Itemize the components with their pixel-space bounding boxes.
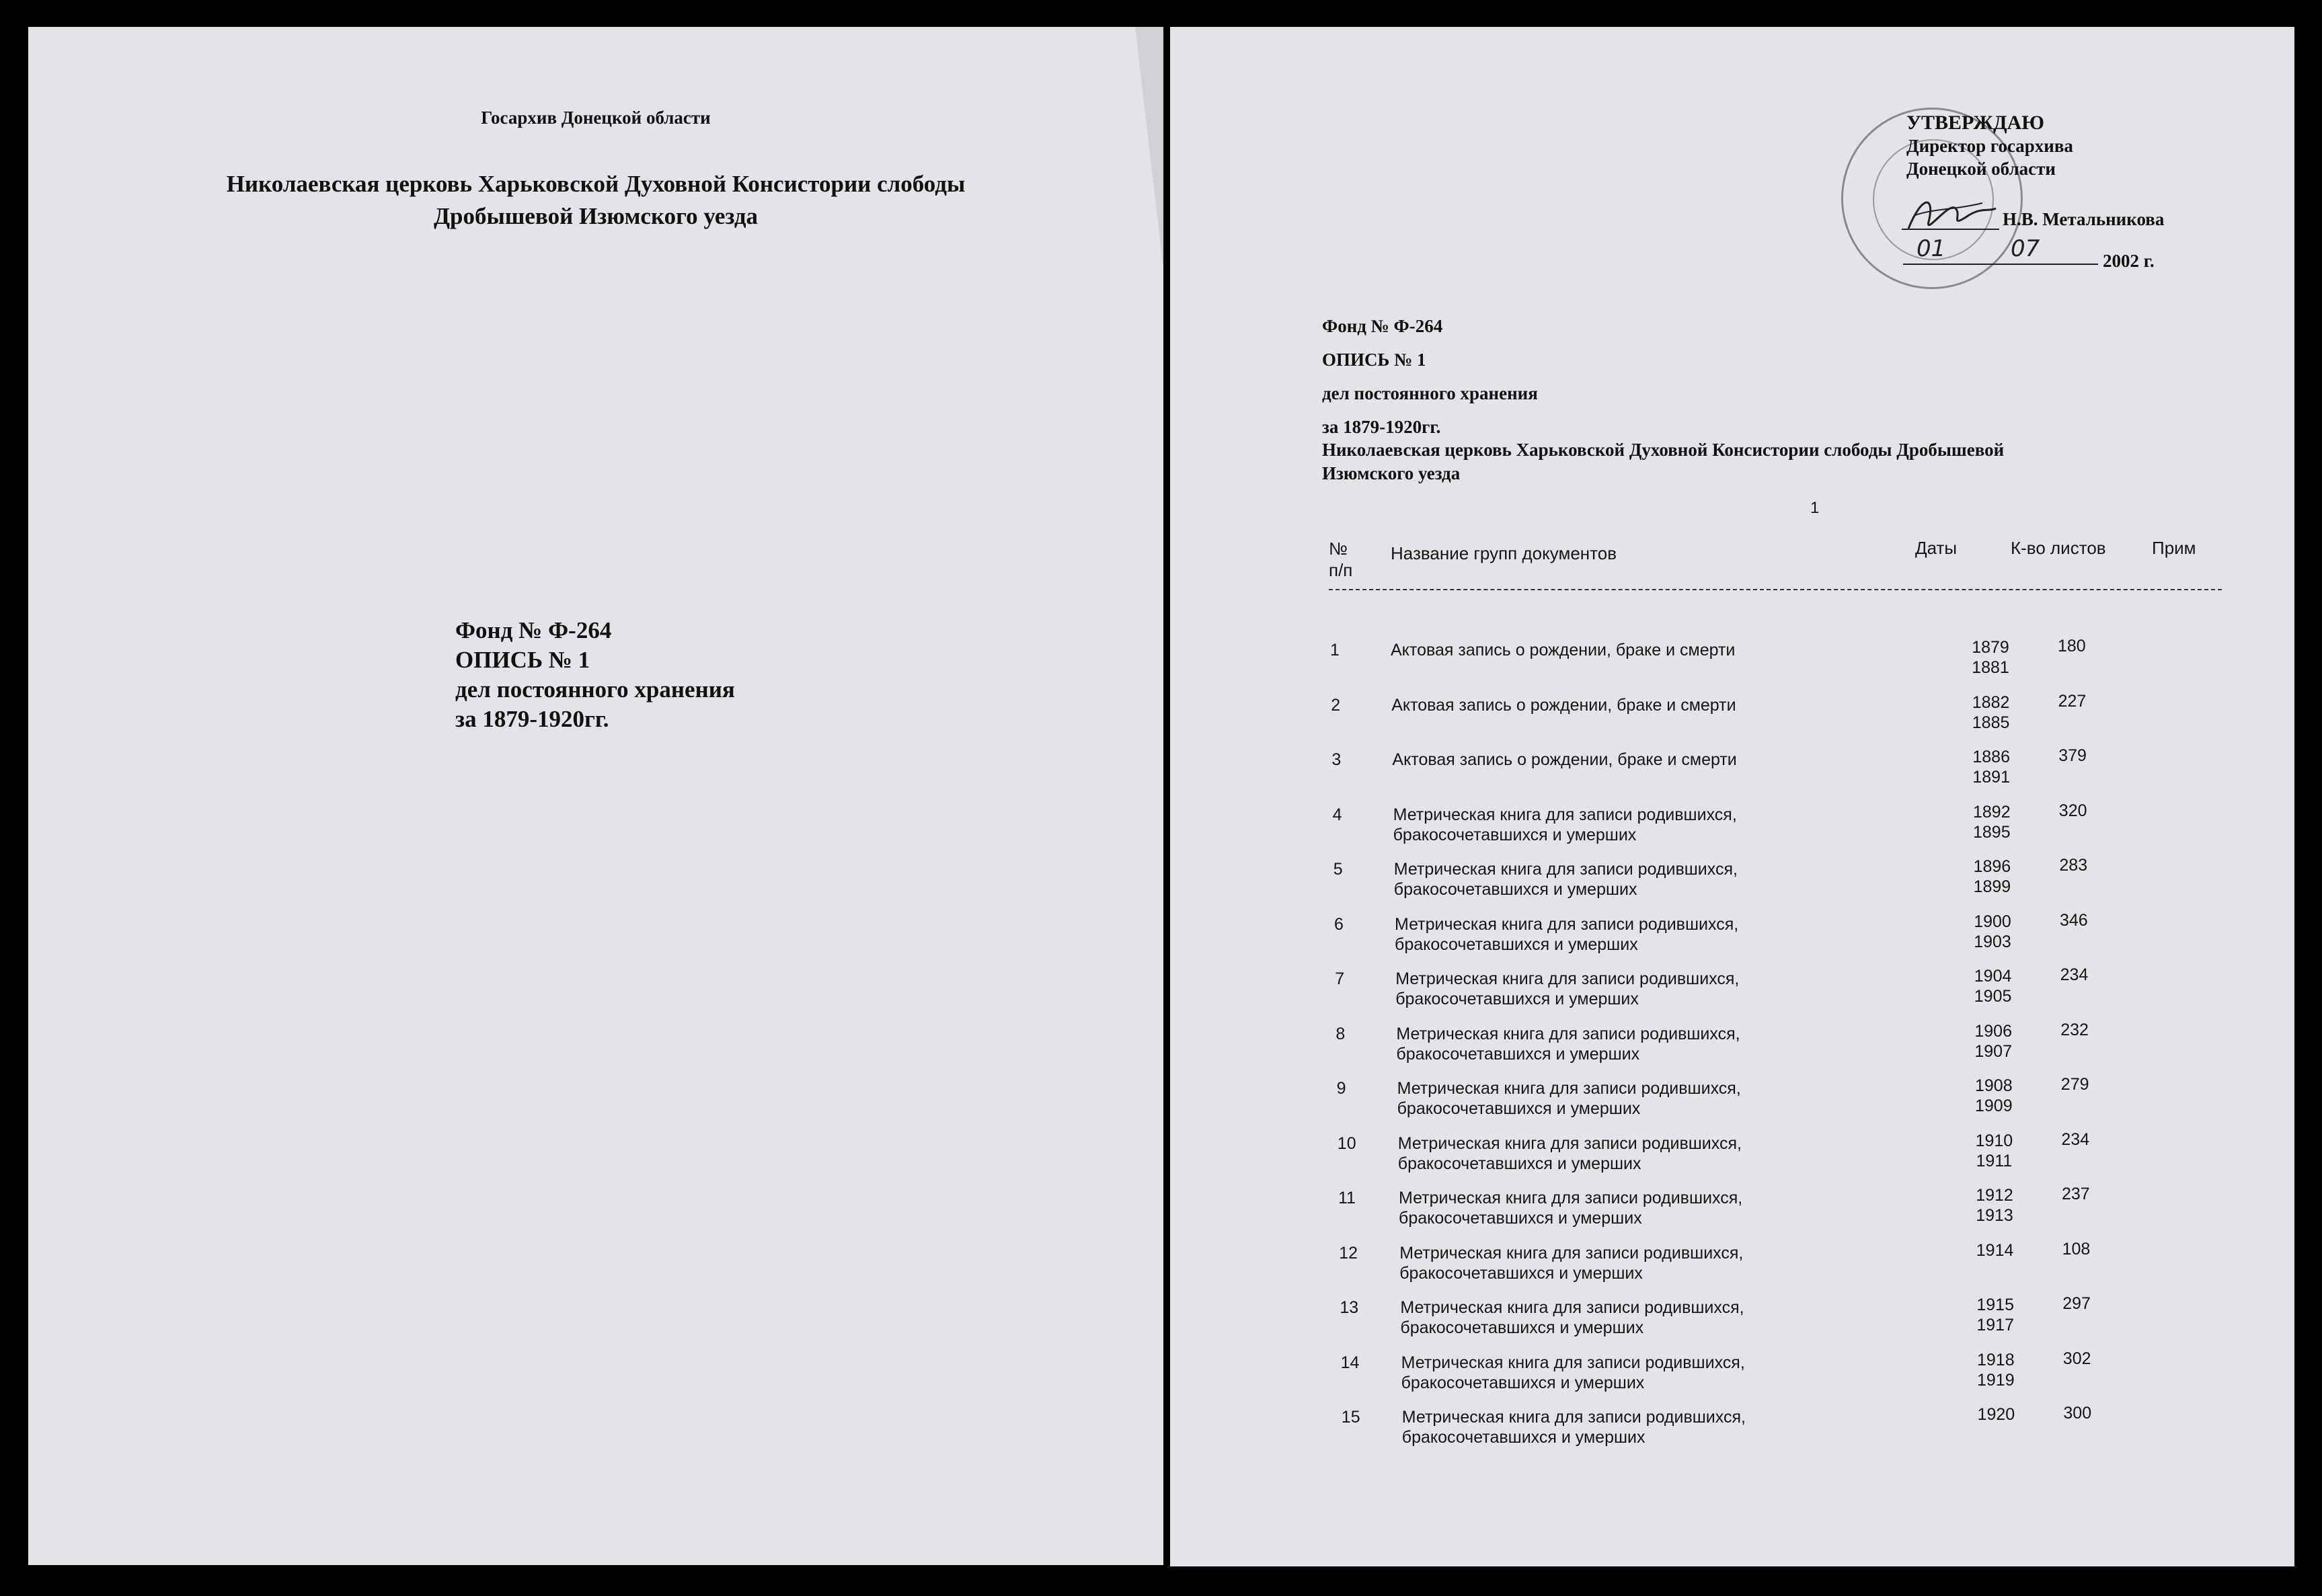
archive-name: Госархив Донецкой области [481, 108, 711, 128]
row-number: 9 [1336, 1079, 1346, 1098]
row-title-line1: Метрическая книга для записи родившихся, [1397, 1134, 1742, 1153]
row-title-line1: Метрическая книга для записи родившихся, [1397, 1079, 1741, 1098]
row-title-line1: Актовая запись о рождении, браке и смерти [1391, 641, 1736, 660]
period: за 1879-1920гг. [455, 706, 609, 732]
signature-line [1902, 229, 1999, 230]
row-title-line1: Метрическая книга для записи родившихся, [1395, 915, 1739, 934]
row-sheet-count: 283 [2059, 856, 2088, 875]
row-date-start: 1904 [1974, 967, 2012, 986]
row-number: 5 [1333, 860, 1343, 879]
row-date-start: 1882 [1972, 693, 2010, 712]
row-number: 4 [1332, 805, 1342, 824]
approver-position-line2: Донецкой области [1906, 159, 2056, 179]
row-title-line1: Метрическая книга для записи родившихся, [1399, 1189, 1743, 1207]
row-title-line1: Актовая запись о рождении, браке и смерти [1391, 696, 1736, 715]
row-date-end: 1899 [1973, 877, 2011, 896]
page-fold-shadow [1135, 27, 1163, 269]
row-date-start: 1892 [1972, 803, 2011, 822]
row-date-end: 1881 [1972, 658, 2009, 677]
row-number: 15 [1341, 1408, 1360, 1427]
right-fund-block [1322, 309, 1538, 444]
row-sheet-count: 237 [2062, 1185, 2090, 1203]
approval-block [1906, 112, 2073, 180]
row-number: 7 [1335, 969, 1345, 988]
header-dates: Даты [1915, 538, 1958, 558]
row-sheet-count: 302 [2062, 1349, 2091, 1368]
row-number: 12 [1339, 1244, 1358, 1263]
row-date-end: 1891 [1972, 768, 2010, 787]
row-number: 13 [1340, 1298, 1359, 1317]
header-num-line1: № [1329, 538, 1348, 559]
row-title-line2: бракосочетавшихся и умерших [1401, 1373, 1645, 1392]
right-institution-line1: Николаевская церковь Харьковской Духовной Консистории слободы Дробышевой [1322, 440, 2005, 460]
row-title-line1: Метрическая книга для записи родившихся, [1401, 1408, 1746, 1427]
header-divider [1329, 589, 2222, 590]
row-number: 8 [1336, 1025, 1346, 1043]
row-sheet-count: 234 [2060, 965, 2089, 984]
row-title-line2: бракосочетавшихся и умерших [1397, 1099, 1641, 1118]
row-title-line2: бракосочетавшихся и умерших [1397, 1154, 1641, 1173]
row-sheet-count: 108 [2062, 1240, 2091, 1259]
row-sheet-count: 234 [2061, 1130, 2090, 1149]
row-date-start: 1900 [1974, 912, 2011, 931]
handwritten-signature [1902, 188, 2003, 242]
row-number: 10 [1337, 1134, 1356, 1153]
row-date-start: 1908 [1974, 1076, 2013, 1095]
row-sheet-count: 227 [2058, 692, 2087, 711]
row-title-line2: бракосочетавшихся и умерших [1393, 826, 1637, 844]
row-title-line1: Метрическая книга для записи родившихся, [1393, 860, 1738, 879]
approval-day: 01 [1917, 235, 1946, 262]
institution-title-line2: Дробышевой Изюмского уезда [433, 203, 759, 229]
row-date-end: 1913 [1976, 1206, 2013, 1225]
fund-number: Фонд № Ф-264 [455, 617, 612, 643]
approver-position-line1: Директор госархива [1906, 136, 2073, 156]
right-institution-title [1322, 438, 2169, 485]
row-date-start: 1879 [1972, 638, 2009, 657]
row-sheet-count: 297 [2062, 1294, 2091, 1313]
left-page [28, 27, 1163, 1565]
row-date-start: 1920 [1977, 1405, 2015, 1424]
row-date-start: 1915 [1976, 1295, 2014, 1314]
row-title-line2: бракосочетавшихся и умерших [1399, 1264, 1643, 1283]
row-date-end: 1903 [1974, 932, 2011, 951]
row-date-start: 1906 [1974, 1022, 2012, 1041]
right-period: за 1879-1920гг. [1322, 417, 1441, 437]
row-sheet-count: 300 [2063, 1404, 2092, 1423]
row-sheet-count: 279 [2060, 1075, 2089, 1094]
row-date-end: 1895 [1972, 823, 2011, 842]
row-date-end: 1907 [1974, 1042, 2012, 1061]
row-title-line2: бракосочетавшихся и умерших [1396, 1045, 1640, 1064]
row-number: 2 [1331, 696, 1341, 715]
row-date-end: 1905 [1974, 987, 2012, 1006]
row-title-line2: бракосочетавшихся и умерших [1395, 935, 1638, 954]
row-number: 1 [1330, 641, 1340, 660]
row-title-line1: Метрическая книга для записи родившихся, [1393, 805, 1737, 824]
approval-year: 2002 г. [2103, 251, 2155, 271]
storage-category: дел постоянного хранения [455, 676, 735, 703]
row-sheet-count: 320 [2058, 801, 2087, 820]
header-sheets: К-во листов [2011, 538, 2106, 558]
date-line [1903, 264, 2098, 265]
right-fund-number: Фонд № Ф-264 [1322, 316, 1443, 336]
row-title-line1: Метрическая книга для записи родившихся, [1396, 1025, 1740, 1043]
header-note: Прим [2152, 538, 2196, 558]
row-date-end: 1919 [1976, 1371, 2015, 1390]
row-title-line2: бракосочетавшихся и умерших [1395, 990, 1639, 1008]
page-number: 1 [1810, 499, 1820, 517]
row-title-line1: Метрическая книга для записи родившихся, [1401, 1353, 1745, 1372]
row-number: 6 [1334, 915, 1344, 934]
row-date-end: 1911 [1976, 1152, 2013, 1170]
row-title-line2: бракосочетавшихся и умерших [1400, 1318, 1644, 1337]
row-number: 11 [1338, 1189, 1356, 1207]
row-title-line2: бракосочетавшихся и умерших [1393, 880, 1637, 899]
header-num-line2: п/п [1329, 560, 1353, 580]
row-title-line1: Метрическая книга для записи родившихся, [1395, 969, 1740, 988]
row-title-line2: бракосочетавшихся и умерших [1399, 1209, 1642, 1228]
right-institution-line2: Изюмского уезда [1322, 463, 1461, 483]
header-title: Название групп документов [1391, 543, 1617, 563]
row-number: 3 [1331, 750, 1342, 769]
row-date-end: 1885 [1972, 713, 2010, 732]
row-date-end: 1917 [1976, 1316, 2014, 1334]
row-date-start: 1910 [1975, 1131, 2013, 1150]
row-sheet-count: 346 [2060, 911, 2088, 930]
approval-month: 07 [2011, 235, 2040, 262]
row-sheet-count: 180 [2058, 637, 2086, 655]
row-title-line1: Метрическая книга для записи родившихся, [1399, 1244, 1744, 1263]
approve-heading: УТВЕРЖДАЮ [1906, 112, 2045, 134]
institution-title-line1: Николаевская церковь Харьковской Духовной Консистории слободы [226, 171, 966, 197]
row-title-line1: Метрическая книга для записи родившихся, [1400, 1298, 1744, 1317]
row-sheet-count: 232 [2060, 1021, 2089, 1039]
row-date-end: 1909 [1974, 1096, 2013, 1115]
right-inventory-number: ОПИСЬ № 1 [1322, 350, 1426, 370]
row-sheet-count: 379 [2058, 746, 2087, 765]
row-date-start: 1896 [1973, 857, 2011, 876]
approver-name: Н.В. Метальникова [2003, 209, 2165, 229]
institution-title [28, 168, 1163, 233]
row-date-start: 1912 [1976, 1186, 2013, 1205]
row-date-start: 1918 [1976, 1351, 2015, 1369]
row-date-start: 1886 [1972, 748, 2010, 766]
fund-block [455, 616, 735, 734]
row-title-line1: Актовая запись о рождении, браке и смерти [1392, 750, 1737, 769]
header-num [1329, 538, 1352, 581]
row-date-start: 1914 [1976, 1241, 2014, 1260]
row-number: 14 [1340, 1353, 1360, 1372]
right-storage-category: дел постоянного хранения [1322, 383, 1538, 403]
inventory-number: ОПИСЬ № 1 [455, 647, 590, 673]
row-title-line2: бракосочетавшихся и умерших [1401, 1428, 1646, 1447]
